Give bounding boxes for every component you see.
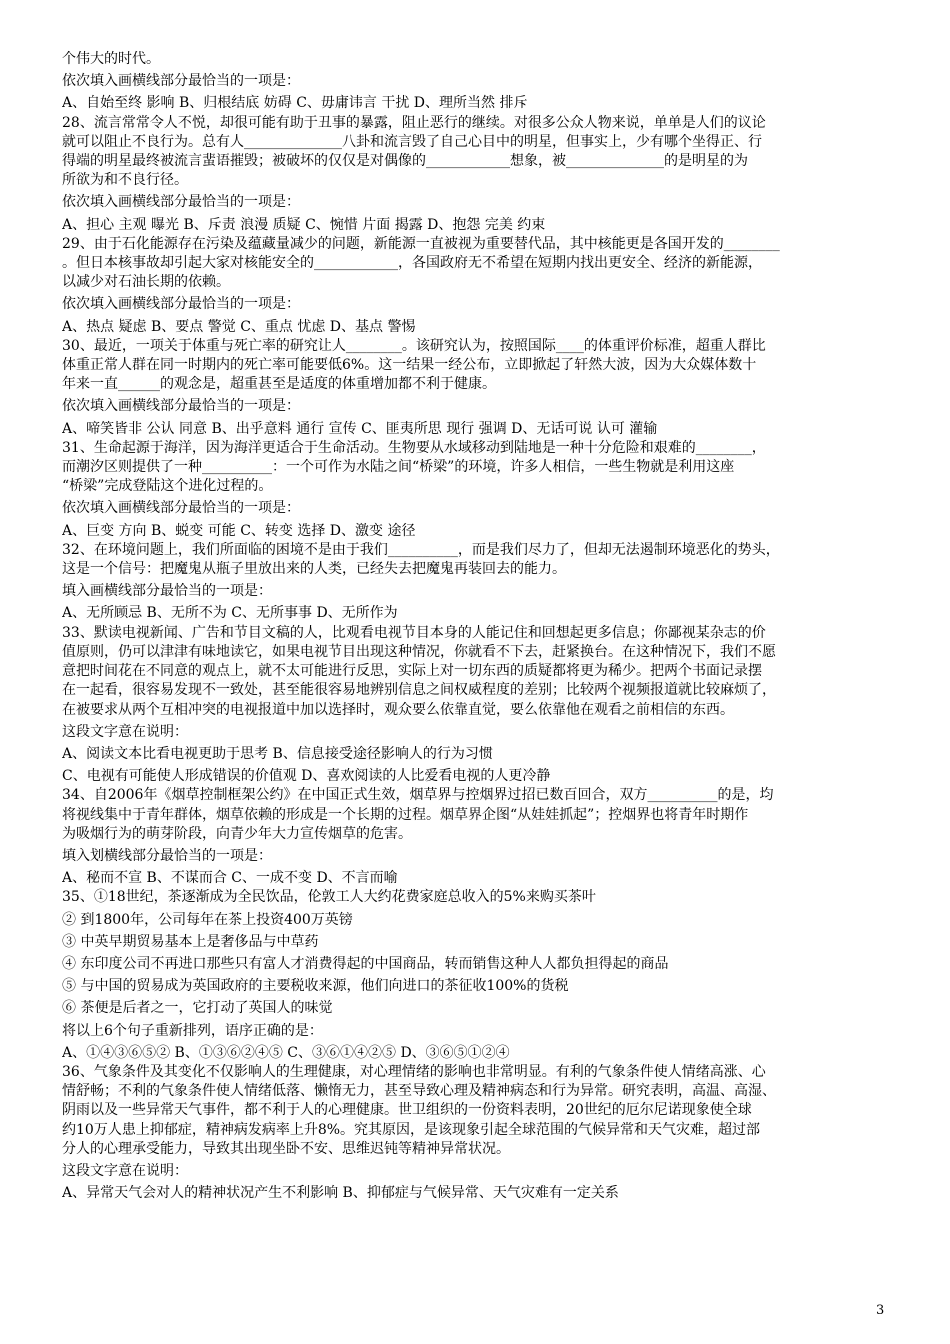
text-line: 所欲为和不良行径。: [62, 172, 188, 189]
question-prompt: 依次填入画横线部分最恰当的一项是：: [62, 500, 300, 517]
text-line: “桥梁”完成登陆这个进化过程的。: [62, 478, 273, 495]
text-line: 而潮汐区则提供了一种__________：一个可作为水陆之间“桥梁”的环境，许多人相信，一些生物就是利用这座: [62, 459, 735, 476]
text-line: 将视线集中于青年群体，烟草依赖的形成是一个长期的过程。烟草界企图“从娃娃抓起”；控烟界也将青年时期作: [62, 806, 749, 823]
text-line: 33、默读电视新闻、广告和节目文稿的人，比观看电视节目本身的人能记住和回想起更多信息；你鄙视某杂志的价: [62, 624, 766, 641]
question-prompt: 依次填入画横线部分最恰当的一项是：: [62, 296, 300, 313]
text-line: 值原则，仍可以津津有味地读它，如果电视节目出现这种情况，你就看不下去，赶紧换台。在这种情况下，我们不愿: [62, 643, 776, 660]
answer-options: A、啼笑皆非 公认 同意 B、出乎意料 通行 宣传 C、匪夷所思 现行 强调 D、无话可说 认可 灌输: [62, 420, 658, 437]
text-line: 得端的明星最终被流言蜚语摧毁；被破坏的仅仅是对偶像的____________想象，被______________的是明星的为: [62, 153, 748, 170]
text-line: 29、由于石化能源存在污染及蕴藏量减少的问题，新能源一直被视为重要替代品，其中核能更是各国开发的________: [62, 235, 780, 252]
text-line: 30、最近，一项关于体重与死亡率的研究让人________。该研究认为，按照国际____的体重评价标准，超重人群比: [62, 337, 766, 354]
text-line: 这是一个信号：把魔鬼从瓶子里放出来的人类，已经失去把魔鬼再装回去的能力。: [62, 561, 566, 578]
text-line: 阴雨以及一些异常天气事件，都不利于人的心理健康。世卫组织的一份资料表明，20世纪的厄尔尼诺现象使全球: [62, 1102, 752, 1119]
question-prompt: 这段文字意在说明：: [62, 1162, 188, 1179]
question-prompt: 依次填入画横线部分最恰当的一项是：: [62, 73, 300, 90]
text-line: 。但日本核事故却引起大家对核能安全的____________，各国政府无不希望在短期内找出更安全、经济的新能源，: [62, 255, 762, 272]
text-line: 就可以阻止不良行为。总有人______________八卦和流言毁了自己心目中的明星，但事实上，少有哪个坐得正、行: [62, 133, 762, 150]
text-line: 以减少对石油长期的依赖。: [62, 274, 230, 291]
sentence-item: ④ 东印度公司不再进口那些只有富人才消费得起的中国商品，转而销售这种人人都负担得起的商品: [62, 955, 669, 972]
text-line: 31、生命起源于海洋，因为海洋更适合于生命活动。生物要从水域移动到陆地是一种十分危险和艰难的________，: [62, 439, 766, 456]
question-prompt: 依次填入画横线部分最恰当的一项是：: [62, 194, 300, 211]
text-line: 为吸烟行为的萌芽阶段，向青少年大力宣传烟草的危害。: [62, 825, 412, 842]
question-prompt: 填入划横线部分最恰当的一项是：: [62, 847, 272, 864]
answer-options: A、①④③⑥⑤② B、①③⑥②④⑤ C、③⑥①④②⑤ D、③⑥⑤①②④: [62, 1044, 510, 1061]
text-line: 28、流言常常令人不悦，却很可能有助于丑事的暴露，阻止恶行的继续。对很多公众人物来说，单单是人们的议论: [62, 114, 766, 131]
text-line: 34、自2006年《烟草控制框架公约》在中国正式生效，烟草界与控烟界过招已数百回合，双方__________的是，均: [62, 787, 774, 804]
question-prompt: 将以上6个句子重新排列，语序正确的是：: [62, 1022, 323, 1039]
page-number: 3: [876, 1303, 885, 1318]
sentence-item: ② 到1800年，公司每年在茶上投资400万英镑: [62, 911, 353, 928]
text-line: 32、在环境问题上，我们所面临的困境不是由于我们__________，而是我们尽力了，但却无法遏制环境恶化的势头，: [62, 541, 780, 558]
question-prompt: 依次填入画横线部分最恰当的一项是：: [62, 398, 300, 415]
answer-options: A、巨变 方向 B、蜕变 可能 C、转变 选择 D、激变 途径: [62, 522, 416, 539]
sentence-item: ⑥ 茶便是后者之一，它打动了英国人的味觉: [62, 1000, 333, 1017]
question-prompt: 这段文字意在说明：: [62, 723, 188, 740]
text-line: 个伟大的时代。: [62, 51, 160, 67]
text-line: 意把时间花在不同意的观点上，就不太可能进行反思，实际上对一切东西的质疑都将更为稀少。把两个书面记录摆: [62, 663, 762, 680]
answer-options: A、阅读文本比看电视更助于思考 B、信息接受途径影响人的行为习惯: [62, 745, 493, 762]
text-line: 情舒畅；不利的气象条件使人情绪低落、懒惰无力，甚至导致心理及精神病态和行为异常。研究表明，高温、高湿、: [62, 1083, 776, 1100]
text-line: 35、①18世纪，茶逐渐成为全民饮品，伦敦工人大约花费家庭总收入的5%来购买茶叶: [62, 889, 596, 906]
text-line: 在被要求从两个互相冲突的电视报道中加以选择时，观众要么依靠直觉，要么依靠他在观看之前相信的东西。: [62, 701, 734, 718]
document-page: [62, 50, 907, 1203]
answer-options: A、秘而不宣 B、不谋而合 C、一成不变 D、不言而喻: [62, 870, 398, 887]
answer-options: C、电视有可能使人形成错误的价值观 D、喜欢阅读的人比爱看电视的人更冷静: [62, 768, 551, 785]
text-line: 在一起看，很容易发现不一致处，甚至能很容易地辨别信息之间权威程度的差别；比较两个视频报道就比较麻烦了，: [62, 682, 776, 699]
question-prompt: 填入画横线部分最恰当的一项是：: [62, 583, 272, 600]
answer-options: A、异常天气会对人的精神状况产生不利影响 B、抑郁症与气候异常、天气灾难有一定关系: [62, 1185, 619, 1202]
text-line: 体重正常人群在同一时期内的死亡率可能要低6%。这一结果一经公布，立即掀起了轩然大波，因为大众媒体数十: [62, 357, 757, 374]
sentence-item: ③ 中英早期贸易基本上是奢侈品与中草药: [62, 933, 319, 950]
answer-options: A、自始至终 影响 B、归根结底 妨碍 C、毋庸讳言 干扰 D、理所当然 排斥: [62, 95, 528, 112]
answer-options: A、担心 主观 曝光 B、斥责 浪漫 质疑 C、惋惜 片面 揭露 D、抱怨 完美 约束: [62, 216, 546, 233]
answer-options: A、无所顾忌 B、无所不为 C、无所事事 D、无所作为: [62, 605, 398, 622]
text-line: 约10万人患上抑郁症，精神病发病率上升8%。究其原因，是该现象引起全球范围的气候异常和天气灾难，超过部: [62, 1121, 761, 1138]
text-line: 36、气象条件及其变化不仅影响人的生理健康，对心理情绪的影响也非常明显。有利的气象条件使人情绪高涨、心: [62, 1063, 766, 1080]
answer-options: A、热点 疑虑 B、要点 警觉 C、重点 忧虑 D、基点 警惕: [62, 318, 416, 335]
text-line: 分人的心理承受能力，导致其出现坐卧不安、思维迟钝等精神异常状况。: [62, 1140, 510, 1157]
sentence-item: ⑤ 与中国的贸易成为英国政府的主要税收来源，他们向进口的茶征收100%的货税: [62, 978, 569, 995]
text-line: 年来一直______的观念是，超重甚至是适度的体重增加都不利于健康。: [62, 376, 496, 393]
